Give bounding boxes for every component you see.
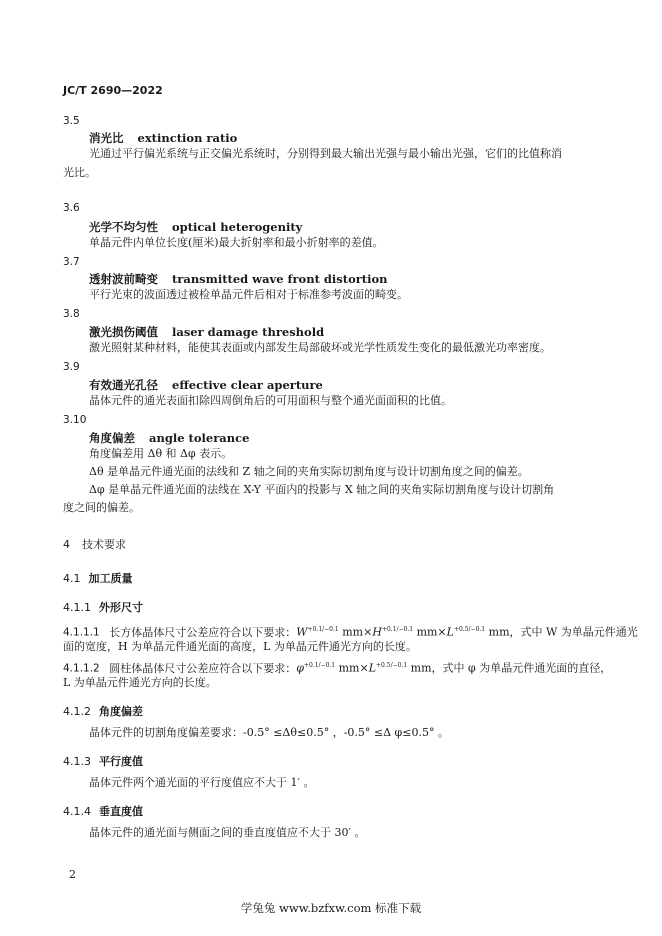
term-number: 3.6 bbox=[63, 202, 80, 214]
subsection-title: 平行度值 bbox=[99, 755, 143, 768]
clause-number: 4.1.1.2 bbox=[63, 662, 100, 675]
subsection-number: 4.1 bbox=[63, 572, 81, 585]
unit-text: mm× bbox=[338, 625, 373, 639]
term-en: effective clear aperture bbox=[172, 378, 323, 392]
unit-text: mm，式中 φ 为单晶元件通光面的直径， bbox=[407, 661, 612, 675]
term-zh: 透射波前畸变 bbox=[89, 272, 158, 286]
clause-text: W 为单晶元件通光 bbox=[542, 625, 638, 639]
term-definition: Δθ 是单晶元件通光面的法线和 Z 轴之间的夹角实际切割角度与设计切割角度之间的偏差。 bbox=[89, 465, 529, 478]
term-number: 3.10 bbox=[63, 414, 87, 426]
page-number: 2 bbox=[69, 868, 76, 881]
tolerance: +0.1/−0.1 bbox=[307, 626, 339, 633]
unit-text: mm× bbox=[413, 625, 447, 639]
subsection-number: 4.1.1 bbox=[63, 601, 91, 614]
tolerance: +0.1/−0.1 bbox=[381, 626, 414, 633]
clause-text: 晶体元件的通光面与侧面之间的垂直度值应不大于 30′ 。 bbox=[89, 826, 366, 839]
clause-text: 面的宽度，H 为单晶元件通光面的高度，L 为单晶元件通光方向的长度。 bbox=[63, 640, 417, 653]
subsection-title: 角度偏差 bbox=[99, 705, 143, 718]
subsection-heading bbox=[63, 753, 143, 769]
term-definition: 单晶元件内单位长度(厘米)最大折射率和最小折射率的差值。 bbox=[89, 236, 384, 249]
subsection-heading bbox=[63, 570, 133, 586]
term-number: 3.9 bbox=[63, 361, 80, 373]
term-number: 3.8 bbox=[63, 308, 80, 320]
section-number: 4 bbox=[63, 538, 70, 551]
clause-number: 4.1.1.1 bbox=[63, 626, 100, 639]
tolerance: +0.5/−0.1 bbox=[453, 626, 486, 633]
tolerance: +0.1/−0.1 bbox=[303, 662, 336, 669]
section-title: 技术要求 bbox=[82, 538, 126, 551]
footer-watermark: 学兔兔 www.bzfxw.com 标准下载 bbox=[240, 901, 422, 915]
subsection-heading bbox=[63, 803, 143, 819]
document-id: JC/T 2690—2022 bbox=[63, 84, 163, 97]
unit-text: mm，式中 bbox=[485, 625, 543, 639]
term-definition: 光比。 bbox=[63, 166, 96, 179]
term-zh: 有效通光孔径 bbox=[89, 378, 158, 392]
clause-text: 长方体晶体尺寸公差应符合以下要求： bbox=[109, 625, 297, 639]
term-zh: 光学不均匀性 bbox=[89, 220, 158, 234]
subsection-number: 4.1.3 bbox=[63, 755, 91, 768]
term-number: 3.5 bbox=[63, 115, 80, 127]
tolerance: +0.5/−0.1 bbox=[376, 662, 408, 669]
clause-text: 圆柱体晶体尺寸公差应符合以下要求： bbox=[109, 661, 297, 675]
term-definition: Δφ 是单晶元件通光面的法线在 X-Y 平面内的投影与 X 轴之间的夹角实际切割角度与设计切割角 bbox=[89, 483, 555, 496]
subsection-heading bbox=[63, 599, 143, 615]
term-en: laser damage threshold bbox=[172, 325, 325, 339]
clause-text: 晶体元件两个通光面的平行度值应不大于 1′ 。 bbox=[89, 776, 315, 789]
subsection-number: 4.1.4 bbox=[63, 805, 91, 818]
term-definition: 光通过平行偏光系统与正交偏光系统时，分别得到最大输出光强与最小输出光强，它们的比值称消 bbox=[89, 147, 562, 160]
term-zh: 消光比 bbox=[89, 131, 124, 145]
var-h: H bbox=[372, 625, 382, 639]
subsection-title: 外形尺寸 bbox=[99, 601, 143, 614]
subsection-heading bbox=[63, 703, 143, 719]
term-zh: 激光损伤阈值 bbox=[89, 325, 158, 339]
term-definition: 角度偏差用 Δθ 和 Δφ 表示。 bbox=[89, 447, 233, 460]
term-en: angle tolerance bbox=[149, 431, 250, 445]
term-en: transmitted wave front distortion bbox=[172, 272, 388, 286]
var-w: W bbox=[296, 625, 308, 639]
term-definition: 激光照射某种材料，能使其表面或内部发生局部破坏或光学性质发生变化的最低激光功率密度。 bbox=[89, 341, 551, 354]
term-definition: 平行光束的波面透过被检单晶元件后相对于标准参考波面的畸变。 bbox=[89, 288, 408, 301]
subsection-title: 加工质量 bbox=[88, 572, 133, 585]
var-l: L bbox=[368, 661, 377, 675]
var-phi: φ bbox=[296, 661, 304, 675]
clause-text: L 为单晶元件通光方向的长度。 bbox=[63, 676, 217, 689]
subsection-number: 4.1.2 bbox=[63, 705, 91, 718]
term-en: extinction ratio bbox=[137, 131, 238, 145]
section-heading bbox=[63, 536, 126, 552]
unit-text: mm× bbox=[335, 661, 369, 675]
var-l: L bbox=[446, 625, 454, 639]
term-zh: 角度偏差 bbox=[89, 431, 135, 445]
term-number: 3.7 bbox=[63, 256, 80, 268]
term-en: optical heterogenity bbox=[172, 220, 303, 234]
term-definition: 晶体元件的通光表面扣除四周倒角后的可用面积与整个通光面面积的比值。 bbox=[89, 394, 452, 407]
term-definition: 度之间的偏差。 bbox=[63, 501, 140, 514]
clause-text: 晶体元件的切割角度偏差要求：-0.5° ≤Δθ≤0.5° ，-0.5° ≤Δ φ≤0.5° 。 bbox=[89, 726, 449, 739]
subsection-title: 垂直度值 bbox=[99, 805, 143, 818]
